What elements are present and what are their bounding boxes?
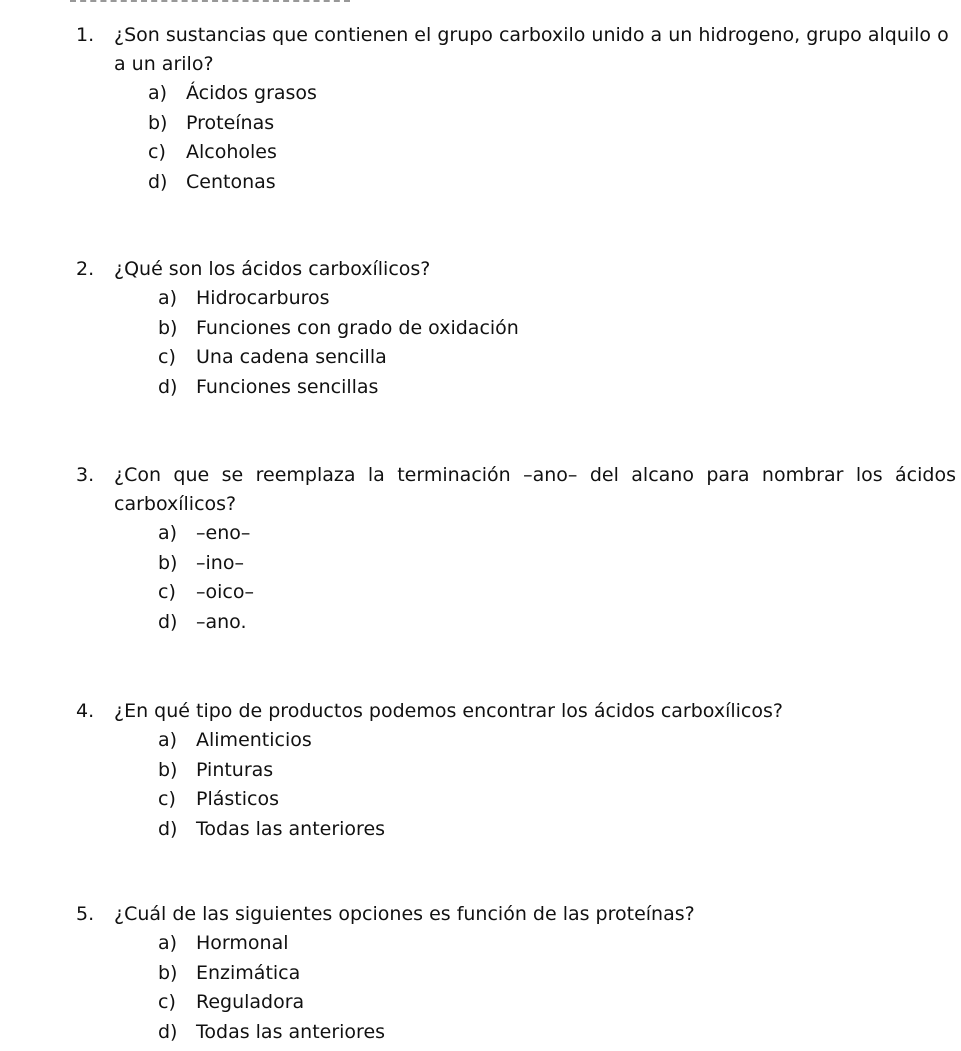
option-text: –oico– xyxy=(196,581,254,604)
option-text: Todas las anteriores xyxy=(196,817,386,840)
option-text: Una cadena sencilla xyxy=(196,346,387,369)
option-letter: c) xyxy=(148,141,166,164)
option-b[interactable] xyxy=(158,959,956,989)
option-d[interactable] xyxy=(158,815,956,845)
option-text: Alimenticios xyxy=(196,729,312,751)
option-a[interactable] xyxy=(158,929,956,959)
option-b[interactable] xyxy=(148,109,956,139)
option-letter: a) xyxy=(158,522,178,544)
option-d[interactable] xyxy=(158,373,956,403)
option-list xyxy=(158,929,956,1047)
question-5-prompt xyxy=(76,900,956,929)
question-text: ¿Qué son los ácidos carboxílicos? xyxy=(114,258,431,280)
option-letter: a) xyxy=(148,82,168,104)
option-text: Ácidos grasos xyxy=(186,82,317,104)
option-text: Plásticos xyxy=(196,788,279,811)
option-text: –eno– xyxy=(196,522,251,544)
option-letter: b) xyxy=(158,551,178,574)
option-letter: b) xyxy=(148,111,168,134)
question-number: 1. xyxy=(76,24,95,46)
option-letter: a) xyxy=(158,287,178,309)
option-list xyxy=(158,284,956,402)
question-3 xyxy=(76,461,956,637)
option-letter: d) xyxy=(158,1020,178,1043)
question-4-prompt xyxy=(76,697,956,726)
option-text: –ino– xyxy=(196,551,244,574)
option-letter: d) xyxy=(158,375,178,398)
option-text: Proteínas xyxy=(186,111,275,134)
question-text: ¿Son sustancias que contienen el grupo carboxilo unido a un hidrogeno, grupo alquilo o a un arilo? xyxy=(114,24,949,75)
option-text: Pinturas xyxy=(196,758,274,781)
option-letter: a) xyxy=(158,932,178,954)
question-number: 5. xyxy=(76,903,95,925)
option-b[interactable] xyxy=(158,314,956,344)
option-letter: c) xyxy=(158,346,176,369)
option-letter: d) xyxy=(158,610,178,633)
option-list xyxy=(158,726,956,844)
question-1 xyxy=(76,21,956,197)
option-d[interactable] xyxy=(158,1018,956,1048)
option-letter: a) xyxy=(158,729,178,751)
question-text: ¿En qué tipo de productos podemos encontrar los ácidos carboxílicos? xyxy=(114,700,783,722)
option-letter: b) xyxy=(158,316,178,339)
question-1-prompt xyxy=(76,21,956,79)
question-5 xyxy=(76,900,956,1047)
option-text: Funciones con grado de oxidación xyxy=(196,316,519,339)
option-text: Enzimática xyxy=(196,961,301,984)
question-number: 4. xyxy=(76,700,95,722)
option-a[interactable] xyxy=(158,519,956,549)
option-c[interactable] xyxy=(158,343,956,373)
question-text: ¿Con que se reemplaza la terminación –ano– del alcano para nombrar los ácidos carboxílicos? xyxy=(114,464,956,515)
question-3-prompt xyxy=(76,461,956,519)
option-c[interactable] xyxy=(148,138,956,168)
option-a[interactable] xyxy=(148,79,956,109)
option-text: Centonas xyxy=(186,170,276,193)
option-text: Reguladora xyxy=(196,991,305,1014)
option-a[interactable] xyxy=(158,726,956,756)
question-number: 3. xyxy=(76,464,95,486)
option-text: Alcoholes xyxy=(186,141,277,164)
option-c[interactable] xyxy=(158,785,956,815)
option-text: Funciones sencillas xyxy=(196,375,379,398)
question-text: ¿Cuál de las siguientes opciones es función de las proteínas? xyxy=(114,903,695,925)
option-d[interactable] xyxy=(158,608,956,638)
cropped-text-remnant xyxy=(70,0,350,5)
question-number: 2. xyxy=(76,258,95,280)
option-letter: c) xyxy=(158,581,176,604)
option-b[interactable] xyxy=(158,549,956,579)
question-4 xyxy=(76,697,956,844)
option-text: Todas las anteriores xyxy=(196,1020,386,1043)
option-b[interactable] xyxy=(158,756,956,786)
question-2 xyxy=(76,255,956,402)
option-letter: c) xyxy=(158,788,176,811)
question-2-prompt xyxy=(76,255,956,284)
option-c[interactable] xyxy=(158,578,956,608)
option-text: Hidrocarburos xyxy=(196,287,330,309)
option-list xyxy=(158,519,956,637)
option-c[interactable] xyxy=(158,988,956,1018)
option-letter: c) xyxy=(158,991,176,1014)
option-list xyxy=(148,79,956,197)
option-d[interactable] xyxy=(148,168,956,198)
option-a[interactable] xyxy=(158,284,956,314)
option-letter: b) xyxy=(158,961,178,984)
option-letter: b) xyxy=(158,758,178,781)
option-letter: d) xyxy=(158,817,178,840)
option-text: –ano. xyxy=(196,610,247,633)
option-text: Hormonal xyxy=(196,932,289,954)
option-letter: d) xyxy=(148,170,168,193)
